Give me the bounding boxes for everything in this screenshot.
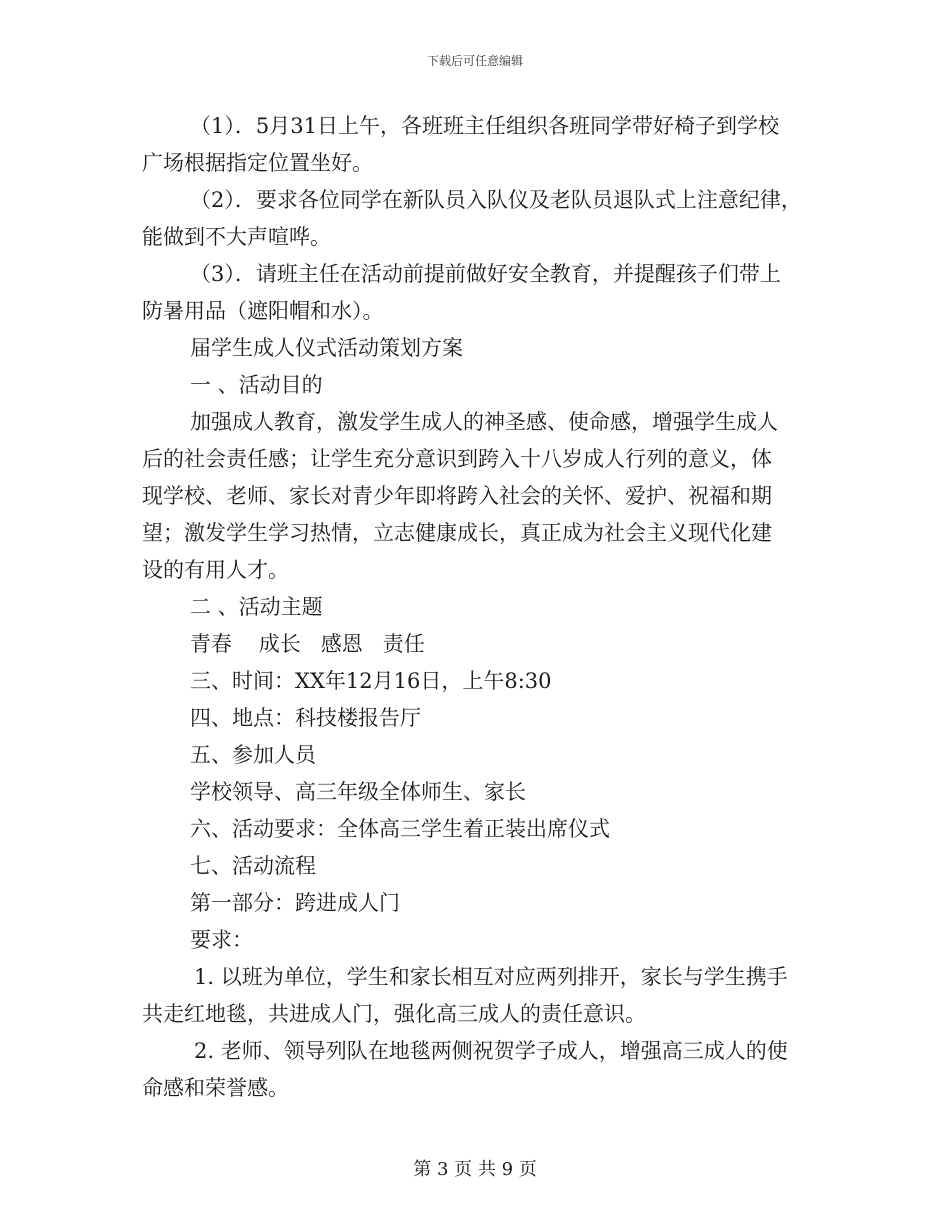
section-heading: 七、活动流程 bbox=[190, 854, 316, 878]
paragraph-line: 后的社会责任感；让学生充分意识到跨入十八岁成人行列的意义，体 bbox=[142, 447, 772, 471]
paragraph-line: 命感和荣誉感。 bbox=[142, 1076, 289, 1100]
paragraph-line: （1）．5月31日上午，各班班主任组织各班同学带好椅子到学校 bbox=[190, 114, 779, 138]
page-header: 下载后可任意编辑 bbox=[426, 54, 523, 68]
paragraph-line: 防暑用品（遮阳帽和水）。 bbox=[142, 299, 384, 323]
paragraph-line: 加强成人教育，激发学生成人的神圣感、使命感，增强学生成人 bbox=[190, 410, 778, 434]
paragraph-line: 共走红地毯，共进成人门，强化高三成人的责任意识。 bbox=[142, 1002, 646, 1026]
section-heading: 六、活动要求：全体高三学生着正装出席仪式 bbox=[190, 817, 610, 841]
list-item: 2. 老师、领导列队在地毯两侧祝贺学子成人，增强高三成人的使 bbox=[194, 1039, 788, 1063]
subsection-heading: 第一部分：跨进成人门 bbox=[190, 891, 400, 915]
section-heading: 三、时间：XX年12月16日，上午8:30 bbox=[190, 669, 552, 693]
section-heading: 五、参加人员 bbox=[190, 743, 316, 767]
paragraph-line: 望；激发学生学习热情，立志健康成长，真正成为社会主义现代化建 bbox=[142, 521, 772, 545]
section-heading: 四、地点：科技楼报告厅 bbox=[190, 706, 421, 730]
section-heading: 二 、活动主题 bbox=[190, 595, 323, 619]
paragraph-line: 现学校、老师、家长对青少年即将跨入社会的关怀、爱护、祝福和期 bbox=[142, 484, 772, 508]
document-title: 届学生成人仪式活动策划方案 bbox=[190, 336, 463, 360]
paragraph-line: 学校领导、高三年级全体师生、家长 bbox=[190, 780, 526, 804]
paragraph-line: 设的有用人才。 bbox=[142, 558, 289, 582]
paragraph-line: 要求： bbox=[190, 928, 253, 952]
paragraph-line: 能做到不大声喧哗。 bbox=[142, 225, 331, 249]
list-item: 1. 以班为单位，学生和家长相互对应两列排开，家长与学生携手 bbox=[194, 965, 788, 989]
section-heading: 一 、活动目的 bbox=[190, 373, 323, 397]
document-body bbox=[142, 108, 822, 1107]
theme-line: 青春 成长 感恩 责任 bbox=[190, 632, 425, 656]
paragraph-line: 广场根据指定位置坐好。 bbox=[142, 151, 373, 175]
paragraph-line: （2）．要求各位同学在新队员入队仪及老队员退队式上注意纪律， bbox=[190, 188, 802, 212]
page-footer: 第 3 页 共 9 页 bbox=[413, 1159, 537, 1180]
paragraph-line: （3）．请班主任在活动前提前做好安全教育，并提醒孩子们带上 bbox=[190, 262, 781, 286]
